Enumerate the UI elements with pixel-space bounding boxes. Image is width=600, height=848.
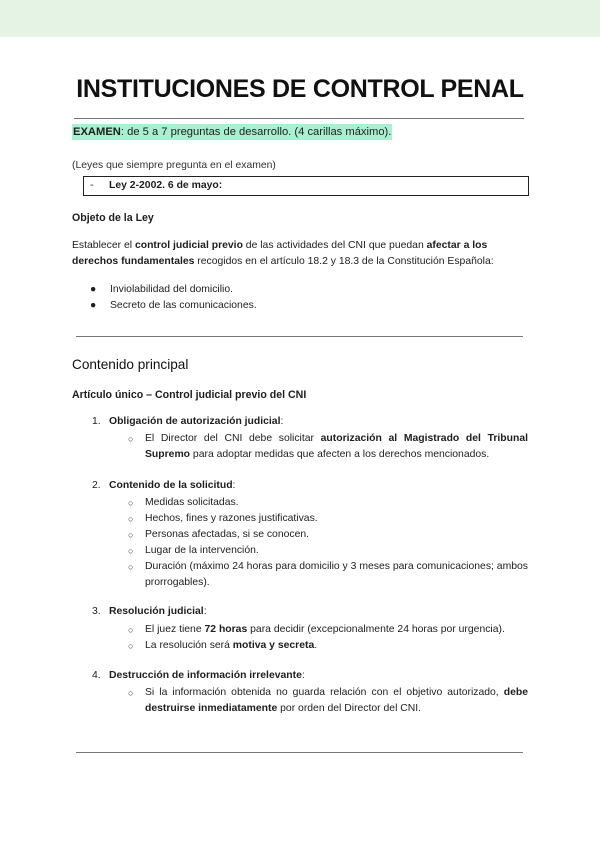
- item-colon: :: [203, 606, 207, 617]
- law-dash: -: [90, 180, 94, 191]
- sub-text: Si la información obtenida no guarda relación con el objetivo autorizado,: [145, 687, 504, 698]
- sub-item: [128, 543, 528, 559]
- item-number: 1.: [92, 416, 101, 427]
- exam-highlight: [72, 124, 392, 140]
- law-title: Ley 2-2002. 6 de mayo:: [109, 180, 223, 191]
- sub-text: para adoptar medidas que afecten a los derechos mencionados.: [190, 449, 490, 460]
- objeto-bold-1: control judicial previo: [134, 240, 243, 251]
- circle-bullet-icon: ○: [128, 530, 134, 540]
- circle-bullet-icon: ○: [128, 498, 134, 508]
- sub-item: [128, 685, 528, 717]
- sub-text: El juez tiene: [145, 624, 205, 635]
- objeto-bold-2: afectar a los derechos fundamentales: [72, 240, 488, 267]
- sub-item: [128, 511, 528, 527]
- sub-bold: motiva y secreta: [232, 640, 315, 651]
- sub-item: [128, 622, 528, 638]
- sub-bold: 72 horas: [204, 624, 248, 635]
- sub-text: Personas afectadas, si se conocen.: [145, 529, 310, 540]
- sub-text: El Director del CNI debe solicitar: [145, 433, 321, 444]
- objeto-bullet: [90, 300, 257, 311]
- sub-item: [128, 527, 528, 543]
- item-colon: :: [301, 670, 305, 681]
- objeto-text-1: Establecer el: [72, 240, 135, 251]
- sub-text: Duración (máximo 24 horas para domicilio y 3 meses para comunicaciones; ambos prorrogables).: [145, 561, 528, 588]
- section-divider: [76, 336, 523, 337]
- title-divider: [74, 118, 524, 119]
- item-number: 3.: [92, 606, 101, 617]
- circle-bullet-icon: ○: [128, 546, 134, 556]
- exam-note: (Leyes que siempre pregunta en el examen): [72, 160, 276, 171]
- item-label: Contenido de la solicitud: [109, 480, 233, 491]
- exam-text: : de 5 a 7 preguntas de desarrollo. (4 carillas máximo).: [120, 126, 392, 138]
- objeto-heading: Objeto de la Ley: [72, 212, 154, 224]
- bullet-dot-icon: ●: [90, 300, 97, 311]
- sub-text: por orden del Director del CNI.: [277, 703, 422, 714]
- bullet-dot-icon: ●: [90, 284, 97, 295]
- sub-bold: autorización al Magistrado del Tribunal Supremo: [145, 433, 528, 460]
- item-colon: :: [280, 416, 284, 427]
- circle-bullet-icon: ○: [128, 562, 134, 572]
- exam-info: [72, 126, 392, 138]
- top-color-band: [0, 0, 600, 37]
- sub-text: .: [314, 640, 318, 651]
- sub-item: [128, 431, 528, 463]
- circle-bullet-icon: ○: [128, 641, 134, 651]
- sub-item: [128, 559, 528, 591]
- bottom-divider: [76, 752, 523, 753]
- sub-text: para decidir (excepcionalmente 24 horas por urgencia).: [247, 624, 505, 635]
- circle-bullet-icon: ○: [128, 514, 134, 524]
- sub-text: Hechos, fines y razones justificativas.: [145, 513, 318, 524]
- item-colon: :: [232, 480, 236, 491]
- sub-text: Lugar de la intervención.: [145, 545, 259, 556]
- sub-item: [128, 495, 528, 511]
- item-label: Destrucción de información irrelevante: [109, 670, 302, 681]
- objeto-paragraph: [72, 238, 528, 270]
- sub-bold: debe destruirse inmediatamente: [145, 687, 528, 714]
- bullet-text: Secreto de las comunicaciones.: [110, 300, 257, 311]
- law-box: [83, 176, 529, 196]
- item-number: 4.: [92, 670, 101, 681]
- objeto-bullet: [90, 284, 233, 295]
- circle-bullet-icon: ○: [128, 688, 134, 698]
- objeto-text-2: de las actividades del CNI que puedan: [242, 240, 427, 251]
- numbered-item-4: [92, 670, 305, 681]
- numbered-item-2: [92, 480, 235, 491]
- articulo-heading: Artículo único – Control judicial previo del CNI: [72, 389, 307, 401]
- bullet-text: Inviolabilidad del domicilio.: [110, 284, 234, 295]
- objeto-text-3: recogidos en el artículo 18.2 y 18.3 de la Constitución Española:: [194, 256, 494, 267]
- item-number: 2.: [92, 480, 101, 491]
- numbered-item-3: [92, 606, 207, 617]
- item-label: Resolución judicial: [109, 606, 204, 617]
- sub-text: La resolución será: [145, 640, 233, 651]
- sub-text: Medidas solicitadas.: [145, 497, 239, 508]
- contenido-heading: Contenido principal: [72, 357, 189, 372]
- numbered-item-1: [92, 416, 283, 427]
- sub-item: [128, 638, 528, 654]
- page-title: INSTITUCIONES DE CONTROL PENAL: [76, 75, 524, 103]
- circle-bullet-icon: ○: [128, 625, 134, 635]
- item-label: Obligación de autorización judicial: [109, 416, 281, 427]
- exam-label: EXAMEN: [73, 126, 121, 138]
- circle-bullet-icon: ○: [128, 434, 134, 444]
